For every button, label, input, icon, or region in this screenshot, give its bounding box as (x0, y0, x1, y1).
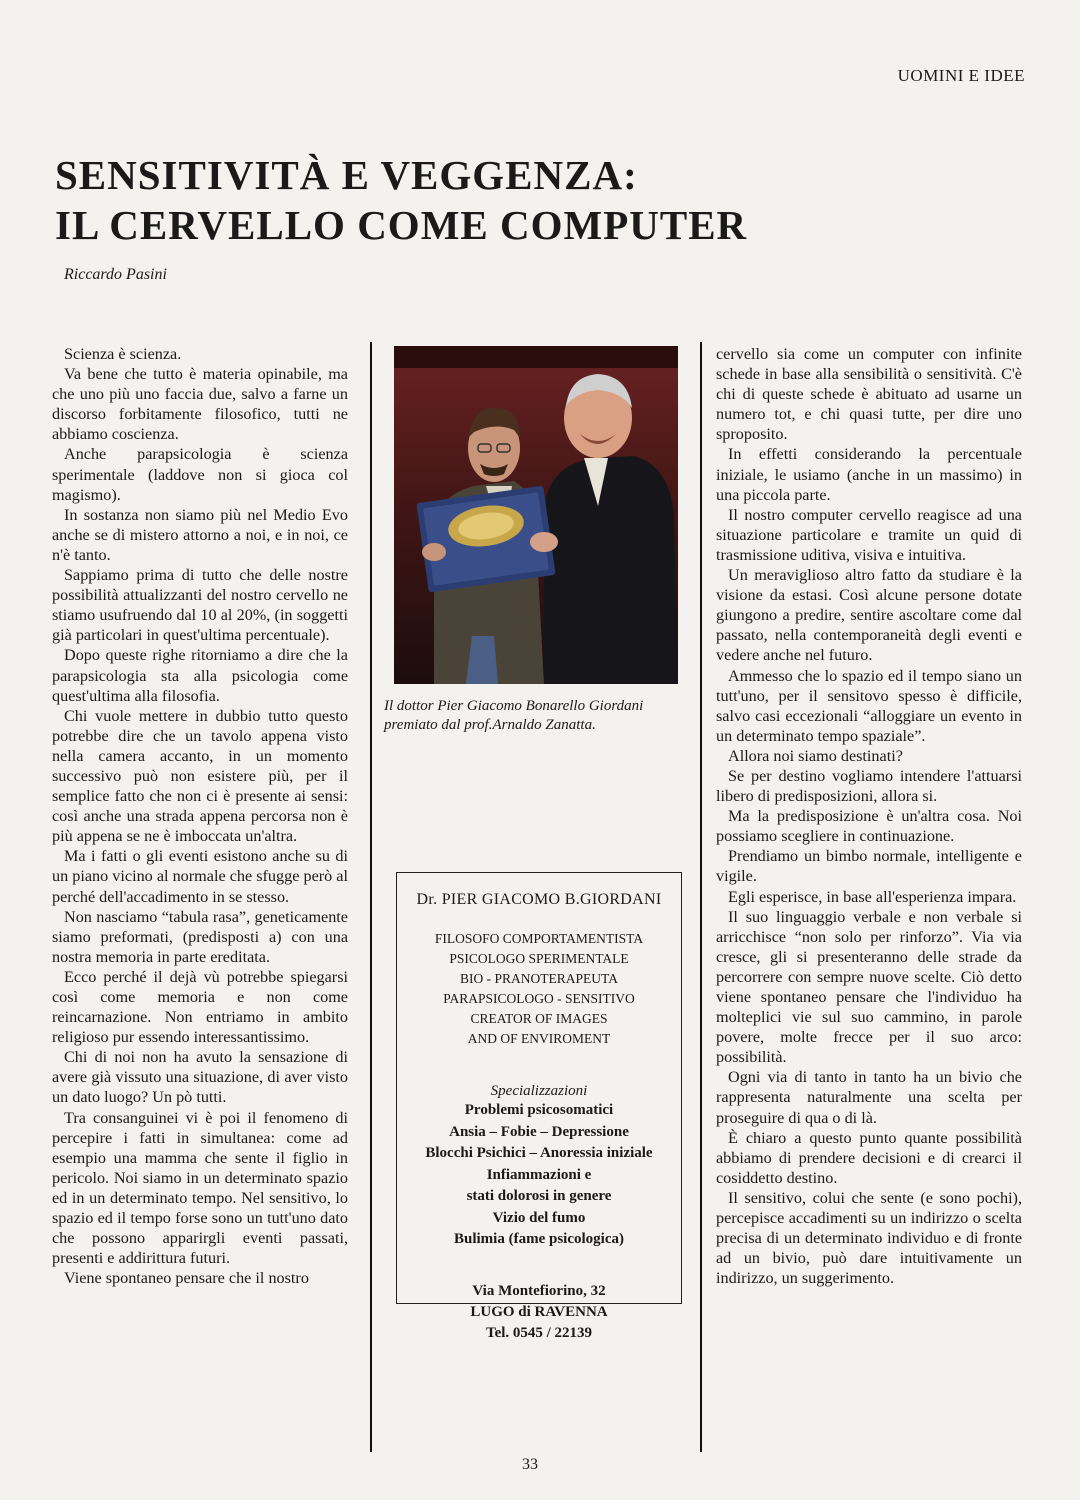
ad-specialization: Blocchi Psichici – Anoressia iniziale (425, 1145, 653, 1161)
paragraph: Tra consanguinei vi è poi il fenomeno di percepire i fatti in simultanea: come ad esempio una mamma che sente il figlio in pericolo. Noi siamo in un determinato spazio ed in un determinato tempo. Nel sensitivo, lo spazio ed il tempo forse sono un tutt'uno dato che possono apparirgli eventi passati, presenti e addirittura futuri. (52, 1108, 348, 1268)
ad-specializations (397, 1100, 681, 1251)
article-column-3 (716, 344, 1022, 1288)
ad-specialization: Infiammazioni e (486, 1166, 592, 1183)
award-photo-illustration (394, 346, 678, 684)
paragraph: Chi di noi non ha avuto la sensazione di avere già vissuto una situazione, di aver visto un dato luogo? Un pò tutti. (52, 1048, 348, 1107)
ad-role: BIO - PRANOTERAPEUTA (460, 971, 618, 986)
ad-role: PSICOLOGO SPERIMENTALE (449, 951, 629, 966)
award-photo (394, 346, 678, 684)
paragraph: Ecco perché il dejà vù potrebbe spiegarsi così come memoria e non come reincarnazione. Non entriamo in ambito religioso pur essendo interessantissimo. (52, 967, 348, 1047)
author-byline: Riccardo Pasini (64, 266, 167, 283)
page-number: 33 (522, 1456, 538, 1473)
ad-specialization: Problemi psicosomatici (464, 1102, 614, 1118)
paragraph: Egli esperisce, in base all'esperienza impara. (728, 887, 1017, 906)
title-line-1: SENSITIVITÀ E VEGGENZA: (55, 152, 638, 198)
ad-specialization: Vizio del fumo (492, 1209, 586, 1226)
section-label: UOMINI E IDEE (897, 66, 1025, 85)
title-line-2: IL CERVELLO COME COMPUTER (55, 202, 748, 248)
paragraph: In effetti considerando la percentuale iniziale, le usiamo (anche in un massimo) in una piccola parte. (716, 445, 1022, 504)
paragraph: Prendiamo un bimbo normale, intelligente e vigile. (716, 847, 1022, 886)
ad-specialization: stati dolorosi in genere (466, 1188, 612, 1204)
paragraph: Ammesso che lo spazio ed il tempo siano un tutt'uno, per il sensitovo spesso è difficile, salvo casi eccezionali “alloggiare un evento in un determinato tempo spaziale”. (716, 666, 1022, 745)
paragraph: Ogni via di tanto in tanto ha un bivio che rappresenta naturalmente una scelta per proseguire di qua o di là. (716, 1068, 1022, 1127)
ad-street: Via Montefiorino, 32 (472, 1282, 606, 1299)
ad-roles (397, 929, 681, 1049)
paragraph: Il sensitivo, colui che sente (e sono pochi), percepisce accadimenti su un indirizzo o scelta precisa di un determinato individuo e di fronte ad un bivio, può dare intuitivamente un indirizzo, un suggerimento. (716, 1188, 1022, 1288)
paragraph: Ma la predisposizione è un'altra cosa. Noi possiamo scegliere in continuazione. (716, 807, 1022, 846)
ad-phone: Tel. 0545 / 22139 (485, 1324, 593, 1341)
paragraph: Non nasciamo “tabula rasa”, geneticamente siamo preformati, (predisposti a) con una nostra memoria in parte ereditata. (52, 907, 348, 966)
ad-address (397, 1281, 681, 1344)
paragraph: Anche parapsicologia è scienza sperimentale (laddove non si gioca col magismo). (52, 445, 348, 504)
article-column-1 (52, 344, 348, 1288)
ad-role: FILOSOFO COMPORTAMENTISTA (434, 931, 644, 946)
paragraph: Va bene che tutto è materia opinabile, ma che uno più uno faccia due, salvo a farne un discorso forbitamente filosofico, tutti ne abbiamo coscienza. (52, 365, 348, 444)
paragraph: Se per destino vogliamo intendere l'attuarsi libero di predisposizioni, allora si. (716, 766, 1022, 806)
ad-role: CREATOR OF IMAGES (470, 1011, 608, 1026)
paragraph: Dopo queste righe ritorniamo a dire che la parapsicologia sta alla psicologia come quest'ultima alla filosofia. (52, 646, 348, 705)
paragraph: Chi vuole mettere in dubbio tutto questo potrebbe dire che un tavolo appena visto nella camera accanto, in un momento successivo può non esistere più, per il semplice fatto che non ci è presente ai sensi: così anche una strada appena percorsa non è più appena se ne è imboccata un'altra. (52, 706, 348, 846)
paragraph: cervello sia come un computer con infinite schede in base alla sensibilità o sensitività. C'è chi di queste schede è abituato ad usarne un numero tot, e chi quasi tutte, per dire uno sproposito. (716, 345, 1022, 444)
paragraph: È chiaro a questo punto quante possibilità abbiamo di prendere decisioni e di crearci il cosiddetto destino. (716, 1128, 1022, 1187)
paragraph: In sostanza non siamo più nel Medio Evo anche se di mistero attorno a noi, e in noi, ce n'è tanto. (52, 505, 348, 564)
ad-city: LUGO di RAVENNA (470, 1303, 608, 1320)
paragraph: Il nostro computer cervello reagisce ad una situazione particolare e tramite un quid di trasmissione uditiva, visiva e intuitiva. (716, 505, 1022, 564)
ad-specialization: Bulimia (fame psicologica) (454, 1231, 624, 1247)
column-divider-right (700, 342, 702, 1452)
photo-caption: Il dottor Pier Giacomo Bonarello Giordani premiato dal prof.Arnaldo Zanatta. (384, 698, 644, 733)
paragraph: Un meraviglioso altro fatto da studiare è la visione da estasi. Così alcune persone dotate giungono a predire, sentire ascoltare come dal passato, nella contemporaneità degli eventi e vedere anche nel futuro. (716, 566, 1022, 665)
ad-role: AND OF ENVIROMENT (467, 1031, 611, 1046)
advertisement-box (396, 872, 682, 1341)
paragraph: Il suo linguaggio verbale e non verbale si arricchisce “non solo per rinforzo”. Via via cresce, gli si presenteranno delle strade da percorrere con sempre nuove scelte. Ciò detto viene spontaneo pensare che l'individuo ha molteplici vie sul suo cammino, in parole povere, molte frecce per il suo arco: possibilità. (716, 907, 1022, 1067)
paragraph: Sappiamo prima di tutto che delle nostre possibilità attualizzanti del nostro cervello ne stiamo usufruendo dal 10 al 20%, (in soggetti già particolari in quest'ultima percentuale). (52, 566, 348, 645)
paragraph: Ma i fatti o gli eventi esistono anche su di un piano vicino al normale che sfugge però al perché dell'accadimento in se stesso. (52, 847, 348, 906)
ad-role: PARAPSICOLOGO - SENSITIVO (443, 991, 635, 1006)
ad-name: Dr. PIER GIACOMO B.GIORDANI (416, 891, 662, 908)
ad-specializations-title: Specializzazioni (490, 1083, 588, 1099)
column-divider-left (370, 342, 372, 1452)
paragraph: Allora noi siamo destinati? (728, 746, 903, 765)
paragraph: Scienza è scienza. (64, 345, 182, 363)
article-title (55, 150, 1035, 250)
ad-specialization: Ansia – Fobie – Depressione (449, 1123, 629, 1140)
paragraph: Viene spontaneo pensare che il nostro (64, 1269, 309, 1288)
